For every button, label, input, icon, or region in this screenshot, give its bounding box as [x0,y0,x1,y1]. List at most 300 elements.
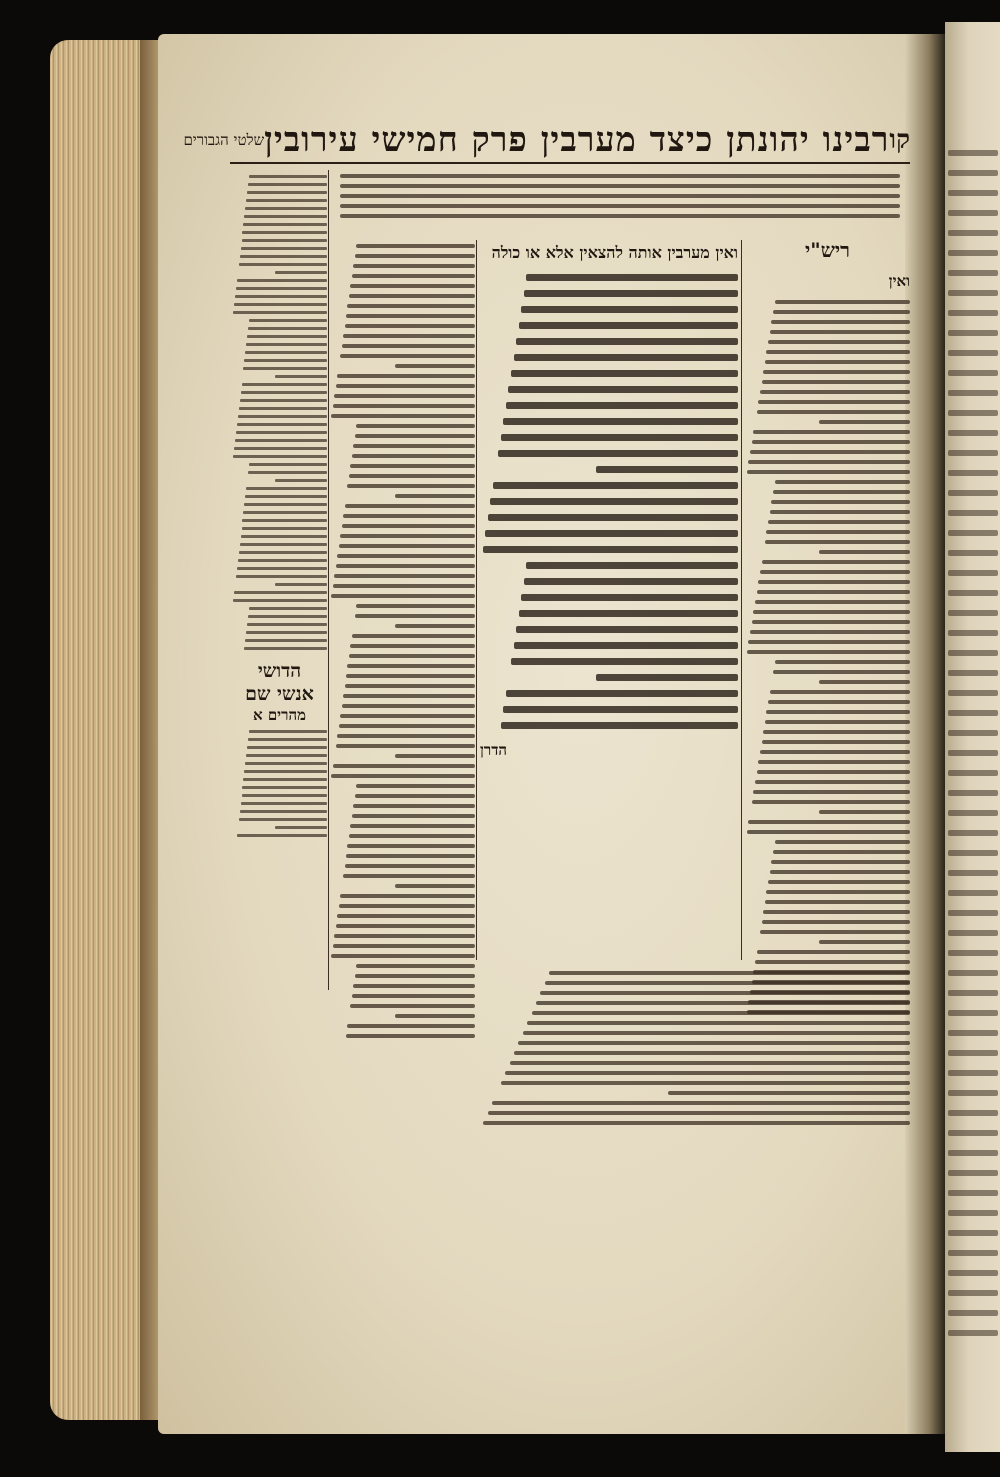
side-gloss-line [238,415,327,418]
side-gloss-line [240,810,327,813]
rashi-text-line [758,580,910,584]
rashi-text-line [758,400,910,404]
side-gloss-line [233,455,327,458]
tosafot-text-line [336,924,475,928]
right-page-text-line [948,1310,998,1316]
rashi-text-line [755,600,910,604]
side-gloss-line [248,738,327,741]
right-page-text-line [948,1010,998,1016]
column-rule [328,170,329,990]
rashi-text-line [819,680,910,684]
side-gloss-line [245,207,327,210]
rashi-text-line [770,330,910,334]
rashi-text-line [748,640,910,644]
tosafot-text-line [342,344,475,348]
tosafot-text-line [339,724,475,728]
side-gloss-line [246,199,327,202]
rashi-text-line [819,810,910,814]
side-gloss-line [239,551,327,554]
tosafot-text-line [340,534,475,538]
side-gloss-line [245,639,327,642]
right-page-text-line [948,1190,998,1196]
side-gloss-line [236,575,327,578]
gemara-text-line [519,610,738,617]
bottom-commentary-line [518,1041,910,1045]
rashi-first-word: ואין [888,272,910,290]
bottom-commentary-line [514,1051,910,1055]
gemara-column [480,240,738,810]
right-page-text-line [948,650,998,656]
side-gloss-line [239,263,327,266]
rashi-text-line [757,590,910,594]
side-gloss-line [241,247,327,250]
side-gloss-line [245,762,327,765]
rashi-text-line [775,840,910,844]
header-left-label: שלטי הגבורים [183,130,265,149]
side-gloss-line [239,818,327,821]
side-gloss-line [275,479,327,482]
rashi-text-line [762,920,911,924]
tosafot-text-line [353,264,475,268]
right-page-text-line [948,470,998,476]
rashi-text-line [770,510,910,514]
rashi-text-line [763,370,910,374]
right-page-text-line [948,690,998,696]
tosafot-text-line [337,734,475,738]
side-gloss-line [243,778,327,781]
right-page-text-line [948,250,998,256]
side-gloss-line [239,407,327,410]
side-gloss-line [236,287,327,290]
side-gloss-line [247,335,327,338]
right-page-text-line [948,350,998,356]
gemara-text-line [501,722,738,729]
rashi-text-line [771,320,910,324]
rashi-text-line [773,850,910,854]
tosafot-text-line [352,814,475,818]
rashi-text-line [768,880,910,884]
gemara-text-line [483,546,738,553]
tosafot-text-line [346,314,475,318]
right-page-text-line [948,490,998,496]
side-gloss-line [236,431,327,434]
bottom-commentary-line [536,1001,910,1005]
tosafot-text-line [345,684,476,688]
right-page-text-line [948,150,998,156]
right-page-text-line [948,770,998,776]
column-rule [476,240,477,960]
right-page-text-line [948,190,998,196]
tosafot-text-line [339,544,475,548]
tosafot-text-line [349,654,475,658]
right-page-text-line [948,790,998,796]
right-page-text-line [948,890,998,896]
rashi-text-line [766,350,910,354]
gemara-text-line [521,306,738,313]
tosafot-text-line [356,424,475,428]
tosafot-text-line [352,634,475,638]
tosafot-text-line [342,524,475,528]
bottom-commentary-line [540,991,910,995]
side-gloss-line [237,567,327,570]
right-page-text-line [948,950,998,956]
tosafot-text-line [343,514,475,518]
tosafot-text-line [336,564,475,568]
tosafot-text-line [395,624,475,628]
tosafot-text-line [355,794,475,798]
tosafot-text-line [331,774,475,778]
side-gloss-line [249,730,327,733]
side-gloss-line [241,802,327,805]
right-page-text-line [948,730,998,736]
right-page-text-line [948,1150,998,1156]
right-page-text-line [948,830,998,836]
rashi-text-line [766,710,910,714]
rashi-text-line [752,620,910,624]
side-gloss-line [240,399,327,402]
side-gloss-line [241,391,327,394]
side-gloss-line [238,559,327,562]
tosafot-text-line [343,334,475,338]
tosafot-text-line [350,1004,475,1008]
bottom-commentary-line [549,971,910,975]
rashi-text-line [760,390,910,394]
right-page-text-line [948,270,998,276]
right-page-text-line [948,1210,998,1216]
right-page-text-line [948,330,998,336]
side-gloss-line [243,511,327,514]
gemara-text-line [514,642,738,649]
right-page-text-line [948,310,998,316]
rashi-text-line [753,610,910,614]
rashi-text-line [765,720,910,724]
rashi-text-line [763,910,910,914]
tosafot-text-line [395,1014,475,1018]
bottom-commentary-line [668,1091,910,1095]
right-page-text-line [948,370,998,376]
tosafot-text-line [355,434,475,438]
side-gloss-line [242,786,327,789]
side-gloss-line [245,495,327,498]
right-page-text-line [948,930,998,936]
rashi-text-line [773,490,910,494]
gemara-text-line [485,530,738,537]
gemara-text-line [516,626,738,633]
gemara-text-line [519,322,738,329]
bottom-commentary-line [505,1071,910,1075]
tosafot-text-line [339,904,475,908]
tosafot-text-line [340,354,475,358]
side-gloss-line [248,471,327,474]
tosafot-text-line [333,944,475,948]
side-gloss-line [245,351,327,354]
page-number: קו [889,125,910,155]
side-gloss-line [244,215,327,218]
tosafot-text-line [337,374,475,378]
side-gloss-line [234,303,327,306]
lower-heading-1: הדושי [257,660,302,682]
side-gloss-line [249,319,327,322]
tosafot-text-line [334,934,475,938]
side-gloss-line [242,527,328,530]
gemara-text-line [526,562,738,569]
bottom-commentary-line [527,1021,910,1025]
right-page-text-line [948,1290,998,1296]
tosafot-text-line [356,604,475,608]
right-page-text-line [948,590,998,596]
gemara-text-line [493,482,738,489]
rashi-text-line [775,300,910,304]
side-gloss-line [243,367,327,370]
rashi-text-line [775,480,910,484]
right-page-text-line [948,870,998,876]
right-page-text-line [948,570,998,576]
tosafot-text-line [346,1034,475,1038]
tosafot-text-line [349,294,475,298]
right-page-text-line [948,810,998,816]
side-gloss-line [275,826,327,829]
tosafot-text-line [331,954,475,958]
side-gloss-line [242,239,328,242]
side-gloss-line [246,343,327,346]
tosafot-text-line [347,844,475,848]
tosafot-text-line [340,714,475,718]
gemara-text-line [501,434,738,441]
tosafot-text-line [395,364,475,368]
side-gloss-line [247,623,327,626]
right-page-sliver [945,22,1000,1452]
rashi-text-line [753,790,910,794]
rashi-text-line [755,960,910,964]
tosafot-text-line [349,474,475,478]
right-page-text-line [948,1270,998,1276]
tosafot-text-line [395,754,475,758]
right-page-text-line [948,550,998,556]
right-page-text-line [948,1330,998,1336]
tosafot-text-line [355,614,475,618]
side-gloss-line [246,754,327,757]
rashi-text-line [765,900,910,904]
tosafot-text-line [395,494,475,498]
right-page-text-line [948,1050,998,1056]
rashi-text-line [762,380,911,384]
gemara-text-line [503,418,738,425]
side-gloss-line [246,631,327,634]
tosafot-text-line [337,554,475,558]
rashi-text-line [763,730,910,734]
tosafot-text-line [333,584,475,588]
tosafot-text-line [336,744,475,748]
right-page-text-line [948,290,998,296]
right-page-text-line [948,710,998,716]
side-gloss-line [243,223,327,226]
side-gloss-line [235,295,327,298]
bottom-commentary-line [488,1111,910,1115]
right-page-text-line [948,750,998,756]
right-page-text-line [948,450,998,456]
rashi-text-line [765,540,910,544]
tosafot-text-line [333,404,475,408]
gemara-text-line [511,370,738,377]
right-page-text-line [948,1090,998,1096]
rashi-text-line [771,500,910,504]
right-page-text-line [948,410,998,416]
rashi-text-line [755,780,910,784]
bottom-commentary-line [523,1031,910,1035]
gemara-first-words: ואין מערבין אותה להצאין אלא או כולה [491,243,738,262]
right-page-text-line [948,670,998,676]
rashi-text-line [819,550,910,554]
right-page-text-line [948,510,998,516]
tosafot-text-line [349,834,475,838]
gemara-text-line [516,338,738,345]
right-page-text-line [948,1170,998,1176]
gemara-text-line [514,354,738,361]
side-gloss-line [233,599,327,602]
tosafot-text-line [345,504,476,508]
side-gloss-line [237,423,327,426]
gemara-text-line [503,706,738,713]
rashi-text-line [762,560,911,564]
side-gloss-line [242,383,328,386]
rashi-text-line [771,860,910,864]
right-page-text-line [948,530,998,536]
rashi-text-line [766,890,910,894]
side-gloss-line [240,255,327,258]
rashi-text-line [768,340,910,344]
rashi-text-line [819,420,910,424]
bottom-commentary-line [532,1011,910,1015]
side-gloss-line [247,191,327,194]
right-page-text-line [948,1230,998,1236]
tosafot-text-line [343,874,475,878]
rashi-text-line [766,530,910,534]
rashi-text-line [768,520,910,524]
tosafot-text-line [352,274,475,278]
rashi-text-line [750,630,910,634]
tosafot-text-line [331,594,475,598]
tosafot-text-line [343,694,475,698]
rashi-text-line [757,950,910,954]
rashi-text-line [775,660,910,664]
right-page-text-line [948,390,998,396]
page-header [183,118,910,164]
side-gloss-line [242,231,327,234]
tosafot-column [330,238,475,1238]
side-gloss-line [237,279,327,282]
tosafot-text-line [345,864,476,868]
right-page-text-line [948,1110,998,1116]
right-page-text-line [948,430,998,436]
side-gloss-line [275,271,327,274]
side-gloss-line [248,615,327,618]
side-gloss-line [248,183,327,186]
gemara-end-word: הדרן [480,741,508,759]
side-gloss-line [234,447,327,450]
lower-heading-2: אנשי שם [245,683,314,705]
top-commentary [340,168,900,238]
tosafot-text-line [350,824,475,828]
rashi-text-line [773,310,910,314]
gemara-text-line [524,578,738,585]
right-page-text-line [948,230,998,236]
rashi-text-line [757,770,910,774]
rashi-text-line [750,450,910,454]
gemara-text-line [506,690,738,697]
side-gloss-line [249,607,327,610]
gemara-text-line [498,450,738,457]
side-gloss-line [235,439,327,442]
side-gloss-line [234,591,327,594]
right-page-text-line [948,210,998,216]
page-title: רבינו יהונתן כיצד מערבין פרק חמישי עירובין [264,120,890,160]
right-page-text-line [948,610,998,616]
side-gloss-line [244,503,327,506]
side-gloss-line [249,463,327,466]
right-page-text-line [948,970,998,976]
side-gloss-line [233,311,327,314]
tosafot-text-line [355,974,475,978]
tosafot-text-line [340,894,475,898]
rashi-text-line [819,940,910,944]
rashi-text-line [748,820,910,824]
rashi-text-line [752,800,910,804]
tosafot-text-line [350,464,475,468]
gemara-text-line [488,514,738,521]
bottom-commentary-line [483,1121,910,1125]
gemara-text-line [506,402,738,409]
rashi-text-line [757,410,910,414]
right-page-text-line [948,910,998,916]
rashi-text-line [748,460,910,464]
right-page-text-line [948,1130,998,1136]
gemara-text-line [526,274,738,281]
rashi-text-line [765,360,910,364]
tosafot-text-line [333,764,475,768]
side-gloss-line [241,535,327,538]
bottom-commentary-line [510,1061,910,1065]
side-gloss-line [240,543,327,546]
right-page-text-line [948,170,998,176]
rashi-text-line [762,740,911,744]
rashi-heading: ריש"י [805,238,850,262]
tosafot-text-line [347,304,475,308]
side-gloss-column [232,170,327,1190]
side-gloss-line [249,175,327,178]
rashi-text-line [747,650,910,654]
tosafot-text-line [352,454,475,458]
tosafot-text-line [352,994,475,998]
right-page-text-line [948,630,998,636]
side-gloss-line [244,647,327,650]
tosafot-text-line [345,324,476,328]
bottom-commentary-line [501,1081,910,1085]
side-gloss-line [244,359,327,362]
gemara-text-line [490,498,738,505]
binding-gutter [905,34,945,1434]
right-page-text-line [948,1030,998,1036]
rashi-text-line [747,470,910,474]
rashi-text-line [760,930,910,934]
side-gloss-line [242,794,328,797]
tosafot-text-line [395,884,475,888]
lower-heading-3: מהרים א [252,706,307,724]
gemara-text-line [524,290,738,297]
side-gloss-line [275,375,327,378]
gemara-text-line [596,674,738,681]
right-page-text-line [948,850,998,856]
gemara-text-line [521,594,738,601]
